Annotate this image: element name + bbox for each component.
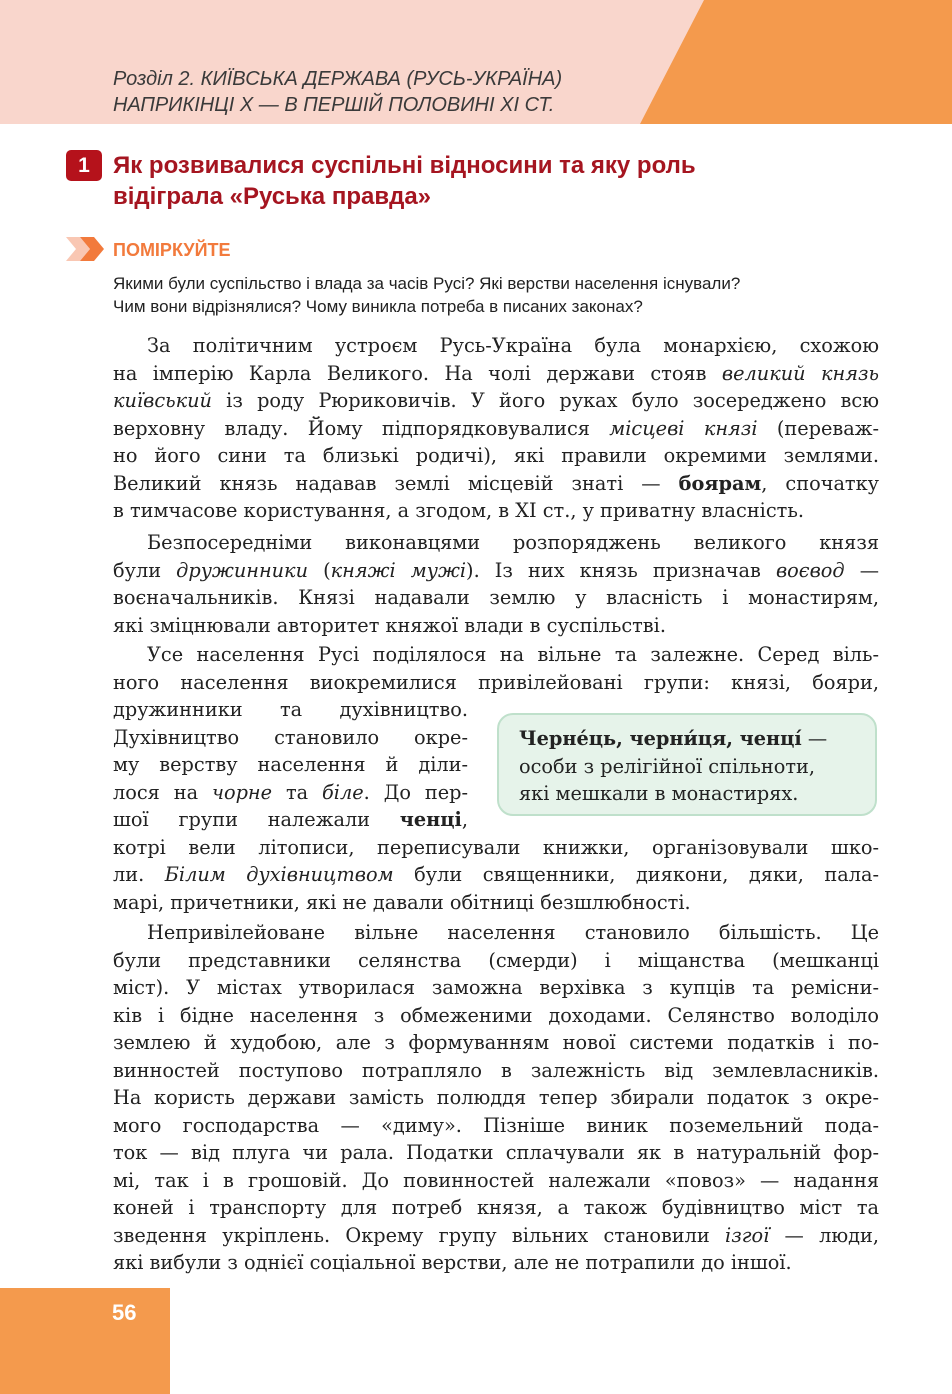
text-line [113, 1029, 879, 1057]
italic-term: київський [113, 389, 212, 412]
text-span: мого господарства — «диму». Пізніше виник поземельний пода- [113, 1113, 879, 1137]
text-span: зведення укріплень. Окрему групу вільних становили [113, 1223, 726, 1247]
text-span: — [801, 727, 828, 750]
text-line [113, 557, 879, 585]
think-question-line-1: Якими були суспільство і влада за часів Русі? Які верстви населення існували? [113, 274, 741, 293]
text-span: які вибули з однієї соціальної верстви, але не потрапили до іншої. [113, 1251, 792, 1274]
text-span: були представники селянства (смерди) і міщанства (мешканці [113, 948, 879, 972]
text-line [113, 1222, 879, 1250]
paragraph-2 [113, 529, 879, 639]
text-span: міст). У містах утворилася заможна верхівка з купців та ремісни- [113, 976, 879, 999]
text-line [113, 669, 879, 697]
text-span: дружинники та духівництво. [113, 698, 468, 721]
text-span: винностей поступово потрапляло в залежність від землевласників. [113, 1058, 879, 1082]
text-span: му верству населення й діли- [113, 753, 468, 776]
text-span: верховну владу. Йому підпорядковувалися [113, 416, 610, 440]
text-span: на імперію Карла Великого. На чолі держави стояв [113, 361, 722, 385]
bold-term: ченці [399, 808, 462, 831]
text-line [113, 470, 879, 498]
text-span: но його сини та близькі родичі), які правили окремими землями. [113, 444, 879, 467]
definition-line-3: які мешкали в монастирях. [519, 782, 799, 805]
italic-term: Білим духівництвом [164, 863, 394, 886]
text-span: воєначальників. Князі надавали землю у власність і монастирям, [113, 586, 879, 609]
text-line [113, 1167, 879, 1195]
text-line [113, 1084, 879, 1112]
text-line [113, 1002, 879, 1030]
text-line [113, 1139, 879, 1167]
text-span: На користь держави замість полюддя тепер збирали податок з окре- [113, 1086, 879, 1109]
section-title-line-1: Як розвивалися суспільні відносини та яку роль [113, 152, 696, 179]
italic-term: княжі мужі [330, 558, 467, 582]
text-line [113, 497, 879, 525]
page-number: 56 [112, 1300, 137, 1325]
text-line [113, 724, 468, 752]
text-span: лося на [113, 780, 212, 804]
text-span: Великий князь надавав землі місцевій знаті — [113, 471, 679, 495]
chapter-title-line-2: НАПРИКІНЦІ Х — В ПЕРШІЙ ПОЛОВИНІ ХІ СТ. [113, 94, 555, 116]
text-line [113, 442, 879, 470]
text-line [113, 947, 879, 975]
text-span: За політичним устроєм Русь-Україна була монархією, схожою [147, 334, 879, 357]
text-span: землею й худобою, але з формуванням нової системи податків і по- [113, 1031, 879, 1054]
definition-line-1 [519, 725, 875, 753]
text-line [113, 974, 879, 1002]
text-line [113, 889, 879, 917]
text-span: були [113, 558, 177, 582]
think-questions [113, 272, 883, 318]
text-line [113, 1057, 879, 1085]
italic-term: чорне [211, 780, 273, 804]
text-span: Непривілейоване вільне населення становило більшість. Це [147, 921, 879, 944]
text-span: Усе населення Русі поділялося на вільне та залежне. Серед віль- [147, 643, 879, 666]
text-line [113, 834, 879, 862]
text-line [113, 1112, 879, 1140]
text-line [113, 387, 879, 415]
text-line [113, 751, 468, 779]
text-span: ного населення виокремилися привілейовані групи: князі, бояри, [113, 670, 879, 694]
text-span: ток — від плуга чи рала. Податки сплачували як в натуральній фор- [113, 1141, 879, 1164]
text-line [113, 779, 468, 807]
text-span: шої групи належали [113, 808, 400, 831]
text-span: . До пер- [363, 780, 468, 804]
chapter-title [113, 66, 562, 118]
text-line [113, 529, 879, 557]
text-span: , спочатку [761, 471, 879, 495]
text-span: які зміцнювали авторитет княжої влади в суспільстві. [113, 613, 666, 637]
bold-term: боярам [678, 471, 762, 495]
text-span: , [461, 808, 468, 831]
italic-term: місцеві князі [609, 416, 758, 440]
think-question-line-2: Чим вони відрізнялися? Чому виникла потреба в писаних законах? [113, 297, 643, 316]
section-number-badge: 1 [66, 150, 102, 181]
text-line [113, 806, 468, 834]
text-line: верховну владу. Йому підпорядковувалися місцеві князі (переваж- [113, 416, 879, 440]
text-span: — [844, 558, 879, 582]
text-span: — люди, [769, 1223, 879, 1247]
text-span: мі, так і в грошовій. До повинностей належали «повоз» — надання [113, 1168, 879, 1192]
text-line [113, 1194, 879, 1222]
text-span: із роду Рюриковичів. У його руках було зосереджено всю [211, 389, 879, 412]
italic-term: дружинники [176, 558, 308, 582]
think-label: ПОМІРКУЙТЕ [113, 240, 231, 260]
text-line [113, 861, 879, 889]
text-line [113, 612, 879, 640]
text-span: в тимчасове користування, а згодом, в ХІ ст., у приватну власність. [113, 499, 804, 522]
text-span: були священники, диякони, дяки, пала- [393, 863, 879, 886]
text-line [113, 360, 879, 388]
paragraph-4 [113, 919, 879, 1277]
text-span: марі, причетники, які не давали обітниці безшлюбності. [113, 890, 691, 914]
page-number-block [0, 1288, 170, 1394]
definition-line-2: особи з релігійної спільноти, [519, 754, 815, 778]
text-span: Безпосередніми виконавцями розпоряджень великого князя [147, 531, 879, 554]
text-line [113, 584, 879, 612]
section-title-line-2: відіграла «Руська правда» [113, 183, 432, 210]
italic-term: біле [322, 780, 364, 804]
double-chevron-right-icon [66, 237, 106, 261]
text-span: ків і бідне населення з обмеженими доходами. Селянство володіло [113, 1003, 879, 1027]
definition-term: Черне́ць, черни́ця, ченці́ [519, 727, 802, 750]
text-span: та [272, 780, 323, 804]
italic-term: ізгої [725, 1223, 770, 1247]
text-line [113, 696, 468, 724]
text-line [113, 332, 879, 360]
text-span: ( [308, 558, 331, 582]
section-title [113, 150, 696, 212]
text-line [113, 919, 879, 947]
text-span: ). Із них князь призначав [466, 558, 776, 582]
text-line [113, 1249, 879, 1277]
text-span: Духівництво становило окре- [113, 725, 468, 749]
italic-term: воєвод [775, 558, 845, 582]
chapter-title-line-1: Розділ 2. КИЇВСЬКА ДЕРЖАВА (РУСЬ-УКРАЇНА) [113, 68, 563, 90]
text-span: ли. [113, 863, 165, 886]
paragraph-1 [113, 332, 879, 525]
italic-term: великий князь [721, 361, 879, 385]
text-span: котрі вели літописи, переписували книжки, організовували шко- [113, 835, 879, 859]
definition-box [497, 713, 877, 816]
text-line [113, 641, 879, 669]
text-span: (перева [757, 416, 855, 440]
text-span: коней і транспорту для потреб князя, а також будівництво міст та [113, 1196, 879, 1219]
